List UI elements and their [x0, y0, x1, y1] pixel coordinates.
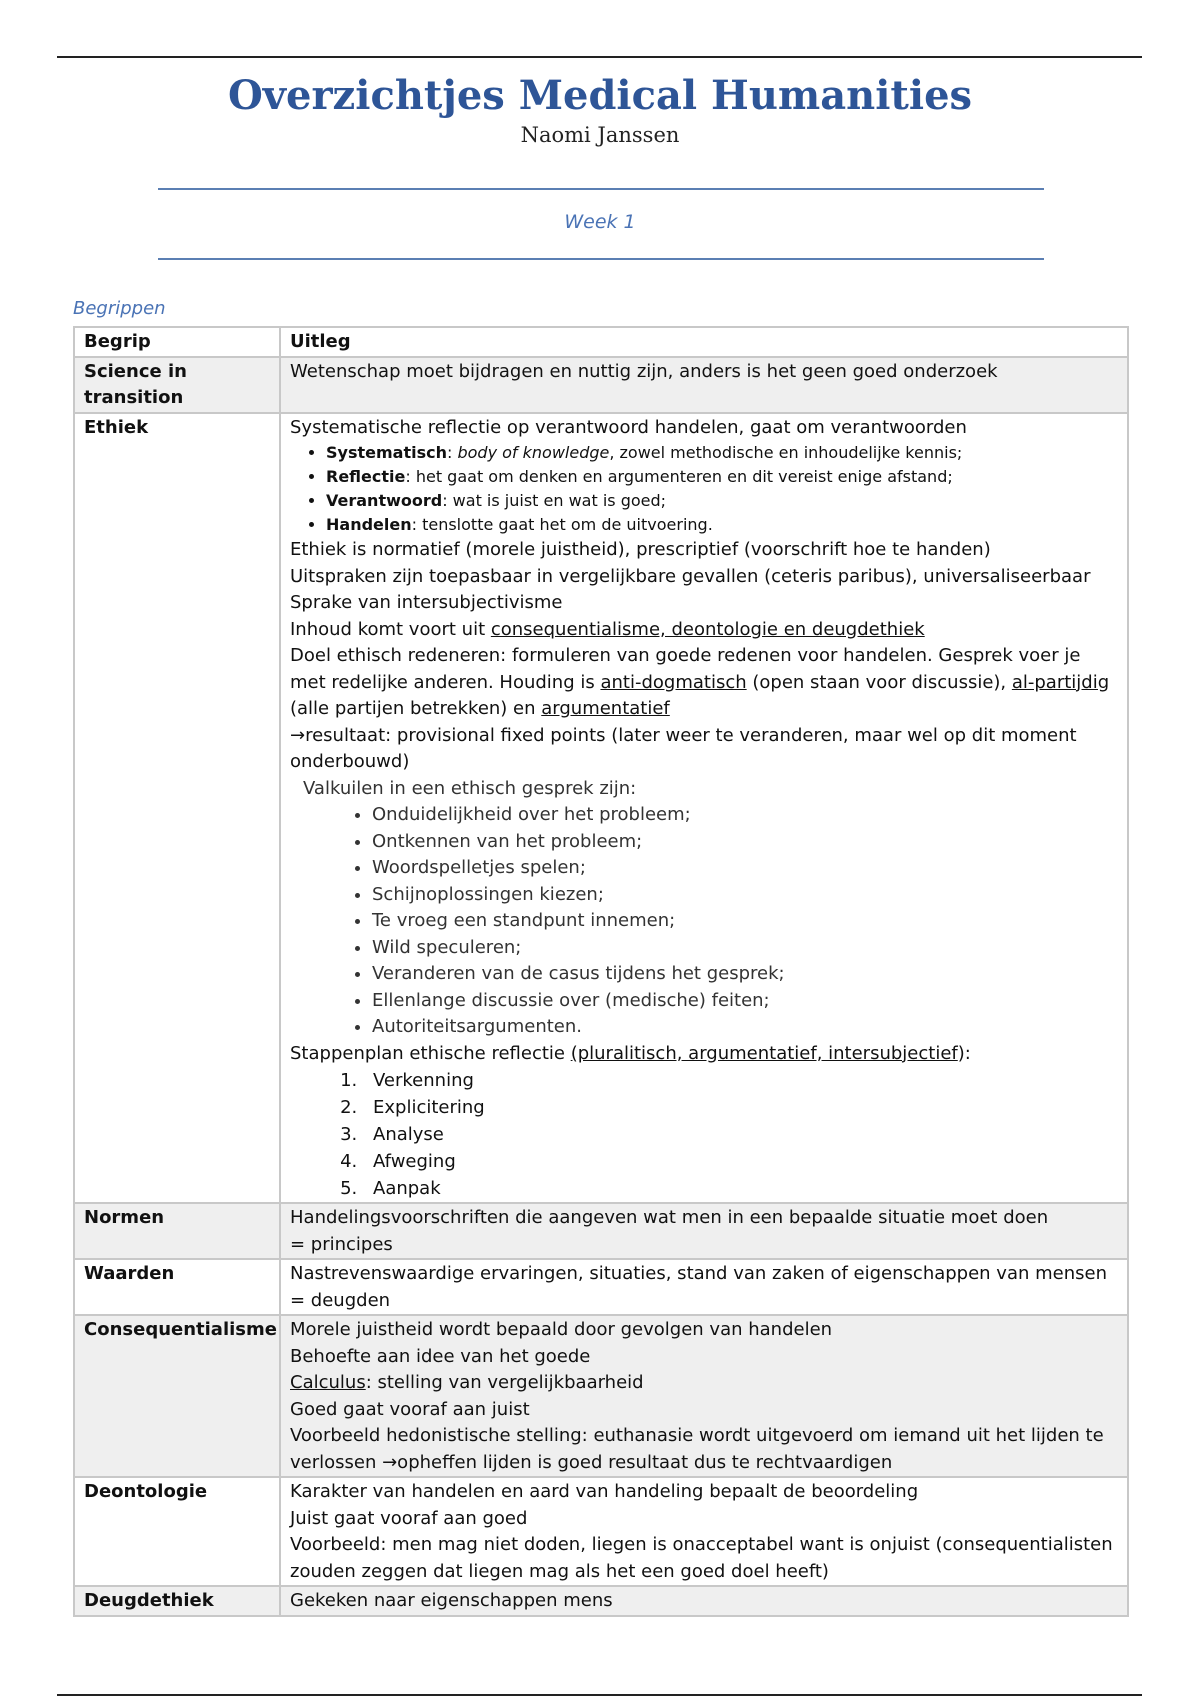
- author-name: Naomi Janssen: [520, 123, 680, 147]
- def-waarden: [280, 1259, 1128, 1315]
- term-deontologie: Deontologie: [74, 1477, 280, 1586]
- calculus-text: : stelling van vergelijkbaarheid: [365, 1372, 644, 1393]
- def-ethiek: [280, 413, 1128, 1204]
- ethiek-inhoud: [290, 617, 1118, 644]
- week-heading: Week 1: [564, 211, 636, 233]
- ethiek-aspects-list: [290, 441, 1118, 537]
- ethiek-sprake: Sprake van intersubjectivisme: [290, 592, 563, 613]
- def-line: Behoefte aan idee van het goede: [290, 1345, 591, 1367]
- section-label: Begrippen: [73, 298, 166, 319]
- table-header-row: [74, 327, 1128, 357]
- ethiek-resultaat: →resultaat: provisional fixed points (later weer te veranderen, maar wel op dit moment onderbouwd): [290, 724, 1077, 772]
- list-item: • Woordspelletjes spelen;: [372, 855, 1118, 882]
- stappenplan-line: [290, 1041, 1118, 1068]
- def-line: Juist gaat vooraf aan goed: [290, 1507, 528, 1529]
- def-line: Nastrevenswaardige ervaringen, situaties, stand van zaken of eigenschappen van mensen: [290, 1263, 1107, 1284]
- doel-text-3: (alle partijen betrekken) en: [290, 698, 542, 719]
- def-science: Wetenschap moet bijdragen en nuttig zijn, anders is het geen goed onderzoek: [280, 357, 1128, 413]
- list-item: 4. Afweging: [363, 1148, 1118, 1175]
- list-item: • Ellenlange discussie over (medische) feiten;: [372, 988, 1118, 1015]
- term-waarden: Waarden: [74, 1259, 280, 1315]
- list-item: • Onduidelijkheid over het probleem;: [372, 802, 1118, 829]
- calculus-underlined: Calculus: [290, 1372, 366, 1393]
- def-normen: [280, 1203, 1128, 1259]
- aspect-item: [326, 465, 1118, 489]
- ethiek-normatief: Ethiek is normatief (morele juistheid), prescriptief (voorschrift hoe te handen): [290, 539, 991, 560]
- aspect-text: : het gaat om denken en argumenteren en dit vereist enige afstand;: [405, 467, 953, 486]
- term-deugdethiek: Deugdethiek: [74, 1586, 280, 1616]
- header-term: Begrip: [74, 327, 280, 357]
- list-item: • Wild speculeren;: [372, 935, 1118, 962]
- ethiek-doel: [290, 643, 1118, 723]
- list-item: • Te vroeg een standpunt innemen;: [372, 908, 1118, 935]
- def-line: = deugden: [290, 1289, 391, 1311]
- row-deugdethiek: [74, 1586, 1128, 1616]
- list-item: 5. Aanpak: [363, 1175, 1118, 1202]
- aspect-emphasis: body of knowledge: [457, 443, 610, 462]
- aspect-name: Handelen: [326, 515, 412, 534]
- list-item: • Autoriteitsargumenten.: [372, 1014, 1118, 1041]
- row-normen: [74, 1203, 1128, 1259]
- row-deontologie: [74, 1477, 1128, 1586]
- terms-table: [73, 326, 1129, 1617]
- aspect-sep: :: [446, 443, 458, 462]
- stappen-suffix: ):: [957, 1042, 971, 1064]
- top-rule: [57, 56, 1142, 58]
- def-line: Voorbeeld hedonistische stelling: euthanasie wordt uitgevoerd om iemand uit het lijden te verlossen →opheffen lijden is goed resultaat dus te rechtvaardigen: [290, 1425, 1104, 1473]
- def-line: Voorbeeld: men mag niet doden, liegen is onacceptabel want is onjuist (consequentialisten zouden zeggen dat liegen mag als het een goed doel heeft): [290, 1534, 1113, 1582]
- header-def: Uitleg: [280, 327, 1128, 357]
- inhoud-underlined: consequentialisme, deontologie en deugdethiek: [490, 618, 925, 640]
- bottom-rule: [57, 1694, 1142, 1696]
- valkuilen-intro: Valkuilen in een ethisch gesprek zijn:: [303, 777, 637, 799]
- term-ethiek: Ethiek: [74, 413, 280, 1204]
- aspect-item: [326, 489, 1118, 513]
- term-normen: Normen: [74, 1203, 280, 1259]
- list-item: • Ontkennen van het probleem;: [372, 829, 1118, 856]
- ethiek-uitspraken: Uitspraken zijn toepasbaar in vergelijkbare gevallen (ceteris paribus), universaliseerbaar: [290, 565, 1091, 587]
- document-title: Overzichtjes Medical Humanities: [227, 72, 973, 119]
- doel-text-1: Doel ethisch redeneren: formuleren van goede redenen voor handelen. Gesprek voer je met redelijke anderen. Houding is: [290, 645, 1081, 693]
- aspect-item: [326, 441, 1118, 465]
- ethiek-intro: Systematische reflectie op verantwoord handelen, gaat om verantwoorden: [290, 416, 967, 438]
- list-item: 3. Analyse: [363, 1121, 1118, 1148]
- week-rule-bottom: [158, 258, 1044, 260]
- def-consequentialisme: [280, 1315, 1128, 1477]
- aspect-text: : wat is juist en wat is goed;: [442, 491, 667, 510]
- doel-underlined-2: al-partijdig: [1011, 671, 1110, 693]
- aspect-text: : tenslotte gaat het om de uitvoering.: [411, 515, 713, 534]
- def-deontologie: [280, 1477, 1128, 1586]
- def-line: Handelingsvoorschriften die aangeven wat men in een bepaalde situatie moet doen: [290, 1207, 1049, 1228]
- doel-underlined-3: argumentatief: [541, 698, 670, 719]
- doel-text-2: (open staan voor discussie),: [746, 671, 1012, 693]
- aspect-name: Systematisch: [326, 443, 447, 462]
- list-item: 2. Explicitering: [363, 1094, 1118, 1121]
- list-item: 1. Verkenning: [363, 1067, 1118, 1094]
- inhoud-prefix: Inhoud komt voort uit: [290, 618, 491, 640]
- valkuilen-list: [290, 802, 1118, 1041]
- def-line: = principes: [290, 1233, 393, 1255]
- doel-underlined-1: anti-dogmatisch: [600, 671, 747, 693]
- def-line: Karakter van handelen en aard van handeling bepaalt de beoordeling: [290, 1481, 919, 1502]
- stappen-prefix: Stappenplan ethische reflectie: [290, 1042, 571, 1064]
- term-science: Science in transition: [74, 357, 280, 413]
- calculus-line: [290, 1370, 1118, 1397]
- list-item: • Veranderen van de casus tijdens het gesprek;: [372, 961, 1118, 988]
- stappen-underlined: (pluralitisch, argumentatief, intersubjectief: [570, 1042, 958, 1064]
- term-consequentialisme: Consequentialisme: [74, 1315, 280, 1477]
- stappenplan-list: [290, 1067, 1118, 1202]
- aspect-name: Reflectie: [326, 467, 406, 486]
- aspect-text: , zowel methodische en inhoudelijke kennis;: [609, 443, 963, 462]
- list-item: • Schijnoplossingen kiezen;: [372, 882, 1118, 909]
- week-rule-top: [158, 188, 1044, 190]
- def-deugdethiek: Gekeken naar eigenschappen mens: [280, 1586, 1128, 1616]
- aspect-item: [326, 513, 1118, 537]
- row-ethiek: [74, 413, 1128, 1204]
- row-science-in-transition: [74, 357, 1128, 413]
- aspect-name: Verantwoord: [326, 491, 443, 510]
- def-line: Goed gaat vooraf aan juist: [290, 1398, 530, 1420]
- row-consequentialisme: [74, 1315, 1128, 1477]
- def-line: Morele juistheid wordt bepaald door gevolgen van handelen: [290, 1319, 833, 1340]
- row-waarden: [74, 1259, 1128, 1315]
